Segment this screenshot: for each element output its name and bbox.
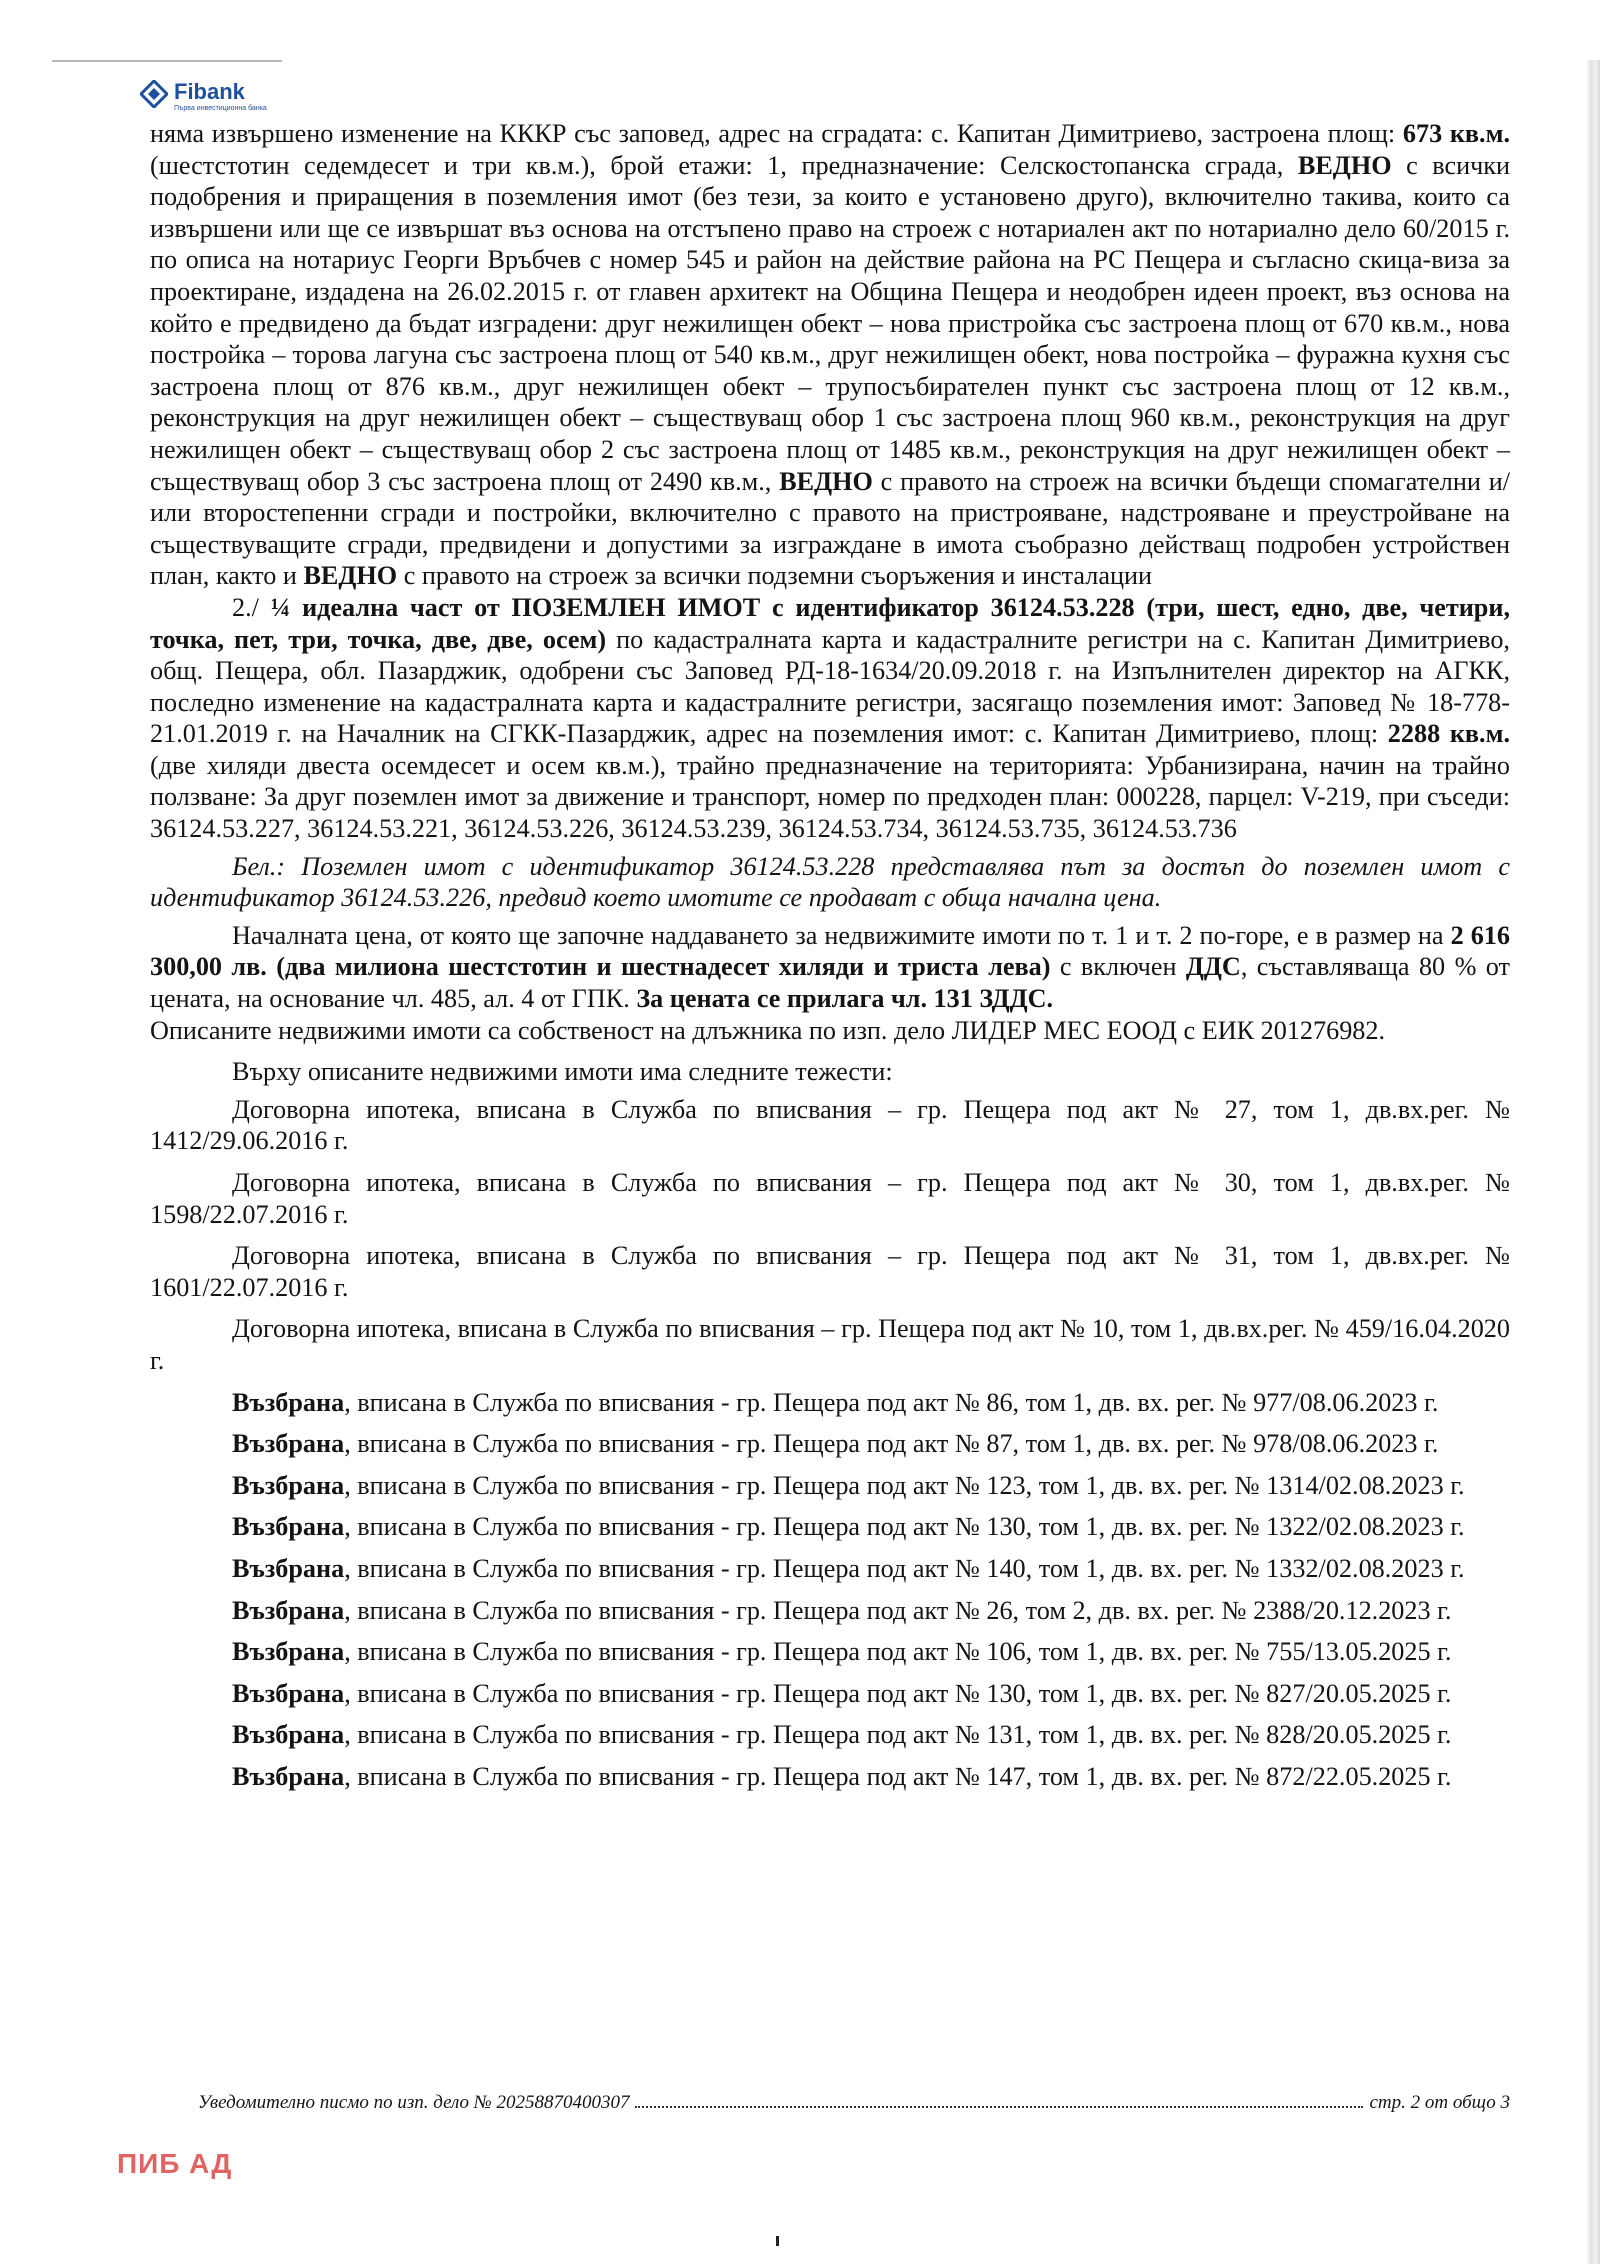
footer-case-number: Уведомително писмо по изп. дело № 20258870400307 <box>198 2092 630 2113</box>
burden-entry: Договорна ипотека, вписана в Служба по вписвания – гр. Пещера под акт № 31, том 1, дв.вх.рег. № 1601/22.07.2016 г. <box>150 1241 1510 1302</box>
owner-paragraph: Описаните недвижими имоти са собственост на длъжника по изп. дело ЛИДЕР МЕС ЕООД с ЕИК 201276982. <box>150 1015 1386 1045</box>
page-footer <box>198 2092 1510 2114</box>
burden-entry: Възбрана, вписана в Служба по вписвания - гр. Пещера под акт № 147, том 1, дв. вх. рег. № 872/22.05.2025 г. <box>232 1761 1452 1791</box>
footer-dotted-leader <box>635 2105 1363 2108</box>
note-paragraph: Бел.: Поземлен имот с идентификатор 36124.53.228 представлява път за достъп до поземлен имот с идентификатор 36124.53.226, предвид което имотите се продават с обща начална цена. <box>150 851 1510 913</box>
burden-entry: Възбрана, вписана в Служба по вписвания - гр. Пещера под акт № 123, том 1, дв. вх. рег. № 1314/02.08.2023 г. <box>232 1470 1465 1500</box>
burden-entry: Възбрана, вписана в Служба по вписвания - гр. Пещера под акт № 86, том 1, дв. вх. рег. № 977/08.06.2023 г. <box>232 1387 1439 1417</box>
scan-mark <box>776 2236 779 2246</box>
burden-entry: Възбрана, вписана в Служба по вписвания - гр. Пещера под акт № 131, том 1, дв. вх. рег. № 828/20.05.2025 г. <box>232 1720 1452 1750</box>
burden-entry: Възбрана, вписана в Служба по вписвания - гр. Пещера под акт № 87, том 1, дв. вх. рег. № 978/08.06.2023 г. <box>232 1429 1439 1459</box>
burdens-intro: Върху описаните недвижими имоти има следните тежести: <box>232 1057 893 1087</box>
scan-top-line <box>52 60 282 62</box>
land-plot-paragraph: 2./ ¼ идеална част от ПОЗЕМЛЕН ИМОТ с идентификатор 36124.53.228 (три, шест, едно, две, четири, точка, пет, три, точка, две, две, осем) по кадастралната карта и кадастралните регистри на с. Капитан Димитриево, общ. Пещера, обл. Пазарджик, одобрени със Заповед РД-18-1634/20.09.2018 г. на Изпълнителен директор на АГКК, последно изменение на кадастралната карта и кадастралните регистри, засягащо поземления имот: Заповед № 18-778-21.01.2019 г. на Началник на СГКК-Пазарджик, адрес на поземления имот: с. Капитан Димитриево, площ: 2288 кв.м. (две хиляди двеста осемдесет и осем кв.м.), трайно предназначение на територията: Урбанизирана, начин на трайно ползване: За друг поземлен имот за движение и транспорт, номер по предходен план: 000228, парцел: V-219, при съседи: 36124.53.227, 36124.53.221, 36124.53.226, 36124.53.239, 36124.53.734, 36124.53.735, 36124.53.736 <box>150 592 1511 844</box>
burdens-list <box>150 1094 1510 1793</box>
burden-entry: Възбрана, вписана в Служба по вписвания - гр. Пещера под акт № 26, том 2, дв. вх. рег. № 2388/20.12.2023 г. <box>232 1595 1452 1625</box>
fibank-diamond-icon <box>140 80 168 108</box>
brand-tagline: Първа инвестиционна банка <box>174 105 267 112</box>
burden-entry: Възбрана, вписана в Служба по вписвания - гр. Пещера под акт № 130, том 1, дв. вх. рег. № 1322/02.08.2023 г. <box>232 1512 1465 1542</box>
scan-right-edge <box>1586 60 1600 2264</box>
burden-entry: Възбрана, вписана в Служба по вписвания - гр. Пещера под акт № 130, том 1, дв. вх. рег. № 827/20.05.2025 г. <box>232 1678 1452 1708</box>
burden-entry: Договорна ипотека, вписана в Служба по вписвания – гр. Пещера под акт № 10, том 1, дв.вх.рег. № 459/16.04.2020 г. <box>150 1314 1510 1375</box>
pib-stamp: ПИБ АД <box>117 2148 233 2179</box>
burden-entry: Договорна ипотека, вписана в Служба по вписвания – гр. Пещера под акт № 30, том 1, дв.вх.рег. № 1598/22.07.2016 г. <box>150 1168 1510 1229</box>
document-body <box>150 118 1510 1803</box>
starting-price-paragraph: Началната цена, от която ще започне наддаването за недвижимите имоти по т. 1 и т. 2 по-горе, е в размер на 2 616 300,00 лв. (два милиона шестстотин и шестнадесет хиляди и триста лева) с включен ДДС, съставляваща 80 % от цената, на основание чл. 485, ал. 4 от ГПК. За цената се прилага чл. 131 ЗДДС. <box>150 920 1511 1014</box>
brand-name: Fibank <box>174 79 245 104</box>
burden-entry: Възбрана, вписана в Служба по вписвания - гр. Пещера под акт № 140, том 1, дв. вх. рег. № 1332/02.08.2023 г. <box>232 1553 1465 1583</box>
fibank-logo <box>140 80 267 113</box>
burden-entry: Договорна ипотека, вписана в Служба по вписвания – гр. Пещера под акт № 27, том 1, дв.вх.рег. № 1412/29.06.2016 г. <box>150 1094 1510 1156</box>
footer-page-number: стр. 2 от общо 3 <box>1369 2092 1510 2113</box>
property-description-paragraph: няма извършено изменение на КККР със заповед, адрес на сградата: с. Капитан Димитриево, застроена площ: 673 кв.м. (шестстотин седемдесет и три кв.м.), брой етажи: 1, предназначение: Селскостопанска сграда, ВЕДНО с всички подобрения и приращения в поземления имот (без тези, за които е установено друго), включително такива, които са извършени или ще се извършат въз основа на отстъпено право на строеж с нотариален акт по нотариално дело 60/2015 г. по описа на нотариус Георги Връбчев с номер 545 и район на действие района на РС Пещера и съгласно скица-виза за проектиране, издадена на 26.02.2015 г. от главен архитект на Община Пещера и неодобрен идеен проект, въз основа на който е предвидено да бъдат изградени: друг нежилищен обект – нова пристройка със застроена площ от 670 кв.м., нова постройка – торова лагуна със застроена площ от 540 кв.м., друг нежилищен обект, нова постройка – фуражна кухня със застроена площ от 876 кв.м., друг нежилищен обект – трупосъбирателен пункт със застроена площ от 12 кв.м., реконструкция на друг нежилищен обект – съществуващ обор 1 със застроена площ 960 кв.м., реконструкция на друг нежилищен обект – съществуващ обор 2 със застроена площ от 1485 кв.м., реконструкция на друг нежилищен обект – съществуващ обор 3 със застроена площ от 2490 кв.м., ВЕДНО с правото на строеж на всички бъдещи спомагателни и/или второстепенни сгради и постройки, включително с правото на пристрояване, надстрояване и преустройване на съществуващите сгради, предвидени и допустими за изграждане в имота съобразно действащ подробен устройствен план, както и ВЕДНО с правото на строеж за всички подземни съоръжения и инсталации <box>150 119 1510 591</box>
burden-entry: Възбрана, вписана в Служба по вписвания - гр. Пещера под акт № 106, том 1, дв. вх. рег. № 755/13.05.2025 г. <box>232 1637 1452 1667</box>
